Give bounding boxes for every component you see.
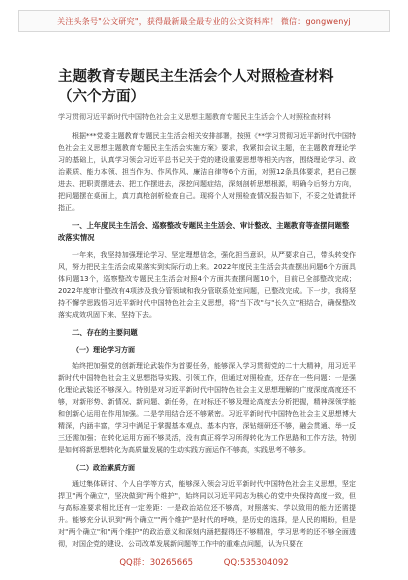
section-1-heading: 一、上年度民主生活会、巡察整改专题民主生活会、审计整改、主题教育等查摆问题整改落实情况 (58, 221, 350, 242)
section-1-paragraph: 一年来，我坚持加强理论学习、坚定理想信念，强化担当意识，从严要求自己，带头转变作风，努力把民主生活会成果落实到实际行动上来。2022年度民主生活会共查摆出问题6个方面具体问题13个，巡察整改专题民主生活会对照4个方面共查摆问题10个，目前已全部整改完成；2022年度审计整改有4项涉及我分管领域和我分管联系处室问题，已整改完成。下一步，我将坚持不懈学思践悟习近平新时代中国特色社会主义思想，将"当下改"与"长久立"相结合，确保整改落实成效巩固下来、坚持下去。 (58, 251, 356, 319)
subsection-1-heading: （一）理论学习方面 (72, 346, 135, 354)
document-title: 主题教育专题民主生活会个人对照检查材料（六个方面） (58, 69, 334, 105)
banner-text: 关注头条号"公文研究"，获得最新最全最专业的公文资料库！ 微信：gongwenyj (57, 16, 351, 26)
intro-paragraph: 根据***党委主题教育专题民主生活会相关安排部署，按照《**学习贯彻习近平新时代中国特色社会主义思想主题教育专题民主生活会实施方案》要求，我紧扣会议主题，在主题教育理论学习的基础上，认真学习领会习近平总书记关于党的建设重要思想等相关内容，围绕理论学习、政治素质、能力本领、担当作为、作风作风、廉洁自律等6个方面，对照12条具体要求，把自己摆进去、把职责摆进去、把工作摆进去，深挖问题症结，深刻剖析思想根源，明确今后努力方向，把问题摆在桌面上，真刀真枪剖析检查自己。现将个人对照检查情况报告如下，不妥之处请批评指正。 (58, 132, 356, 212)
document-subtitle: 学习贯彻习近平新时代中国特色社会主义思想主题教育专题民主生活会个人对照检查材料 (58, 113, 331, 121)
section-2-heading: 二、存在的主要问题 (72, 328, 138, 337)
subsection-2-paragraph: 通过集体研讨、个人自学等方式，能够深入领会习近平新时代中国特色社会主义思想，坚定捍卫"两个确立"，坚决做到"两个维护"，始终同以习近平同志为核心的党中央保持高度一致，但与高标准要求相比还有一定差距：一是政治站位还不够高，对照落实、学以致用的能力还需提升。能够充分认识到"两个确立""两个维护"是时代的呼唤，是历史的选择，是人民的期盼，但是对"两个确立"和"两个维护"的政治意义和深刻内涵把握得还不够精准，学习思考的还不够全面透彻，对国企党的建设、公司改革发展新问题等工作中的重难点问题，认为只要在 (58, 480, 356, 548)
subsection-1-paragraph: 始终把加强党的创新理论武装作为首要任务，能够深入学习贯彻党的二十大精神，用习近平新时代中国特色社会主义思想指导实践、引领工作，但通过对照检查，还存在一些问题：一是强化理论武装还不够深入。特别是对习近平新时代中国特色社会主义思想理解的广度深度高度还不够，对新形势、新情况、新问题、新任务，在对标还不够及理论高度去分析把握，精神深领学能和创新心运用在作用加强。二是学用结合还不够紧密。习近平新时代中国特色社会主义思想博大精深，内涵丰富，学习中满足于掌握基本观点、基本内容，深钻细研还不够，融会贯通、举一反三还需加强；在转化运用方面不够灵活，没有真正将学习所得转化为工作思路和工作方法，特别是如何将新思想转化为高质量发展的生动实践方面运作不够高，实践思考不够多。 (58, 362, 356, 454)
top-promo-banner (18, 10, 390, 32)
footer-qq-group: QQ群：30265665 (119, 558, 194, 568)
subsection-2-heading: （二）政治素质方面 (72, 464, 135, 472)
footer-contact (0, 556, 408, 568)
footer-qq: QQ:535304092 (223, 558, 289, 568)
document-body (58, 130, 356, 548)
